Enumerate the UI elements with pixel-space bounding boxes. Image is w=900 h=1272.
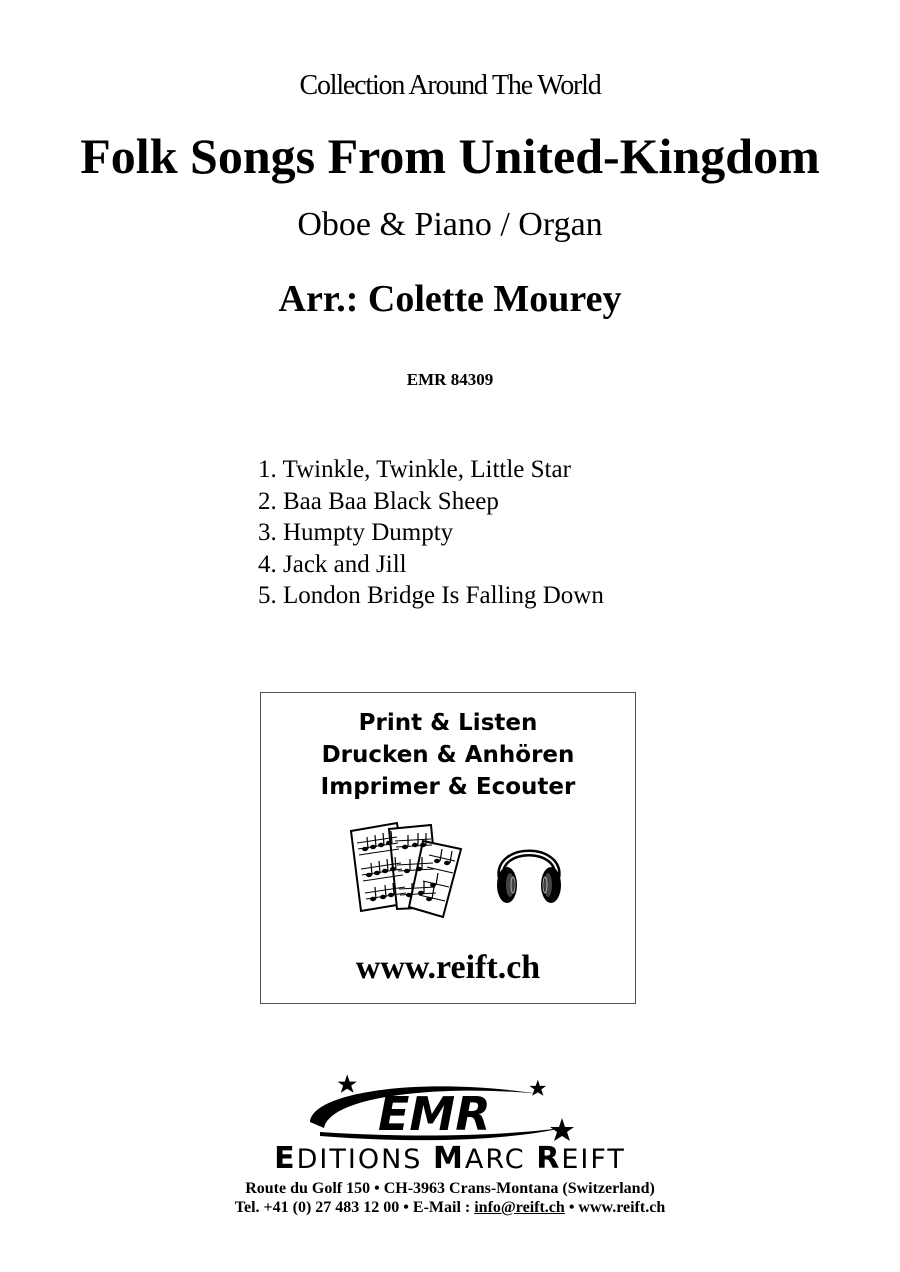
publisher-address: Route du Golf 150 • CH-3963 Crans-Montana (Switzerland) [245, 1180, 655, 1197]
sheet-music-icon [343, 819, 469, 919]
promo-line-fr: Imprimer & Ecouter [320, 774, 576, 800]
list-item: 5. London Bridge Is Falling Down [258, 582, 604, 609]
promo-line-en: Print & Listen [358, 710, 538, 736]
song-list [258, 454, 604, 612]
publisher-contact [0, 1199, 900, 1217]
catalog-number: EMR 84309 [406, 370, 494, 389]
website-link[interactable]: www.reift.ch [355, 949, 541, 986]
headphones-icon [493, 831, 565, 909]
list-item: 2. Baa Baa Black Sheep [258, 487, 499, 515]
collection-title: Collection Around The World [299, 70, 601, 101]
promo-line-de: Drucken & Anhören [321, 742, 575, 768]
list-item: 1. Twinkle, Twinkle, Little Star [258, 456, 571, 483]
page-title: Folk Songs From United-Kingdom [80, 128, 820, 184]
arranger: Arr.: Colette Mourey [278, 278, 622, 320]
publisher-name [0, 1141, 900, 1176]
publisher-name-part: DITIONS [296, 1144, 423, 1175]
contact-suffix: • www.reift.ch [564, 1199, 666, 1216]
instrumentation: Oboe & Piano / Organ [297, 206, 603, 243]
publisher-name-part: M [433, 1141, 465, 1176]
email-link[interactable]: info@reift.ch [474, 1199, 565, 1216]
contact-prefix: Tel. +41 (0) 27 483 12 00 • E-Mail : [234, 1199, 475, 1216]
publisher-name-part: EIFT [561, 1144, 626, 1175]
emr-logo-text: EMR [378, 1087, 491, 1141]
emr-logo [300, 1072, 590, 1144]
publisher-name-part: ARC [464, 1144, 526, 1175]
list-item: 4. Jack and Jill [258, 550, 407, 578]
print-listen-box [260, 692, 636, 1004]
publisher-name-part: E [274, 1141, 297, 1176]
publisher-name-part: R [536, 1141, 562, 1176]
list-item: 3. Humpty Dumpty [258, 519, 454, 546]
